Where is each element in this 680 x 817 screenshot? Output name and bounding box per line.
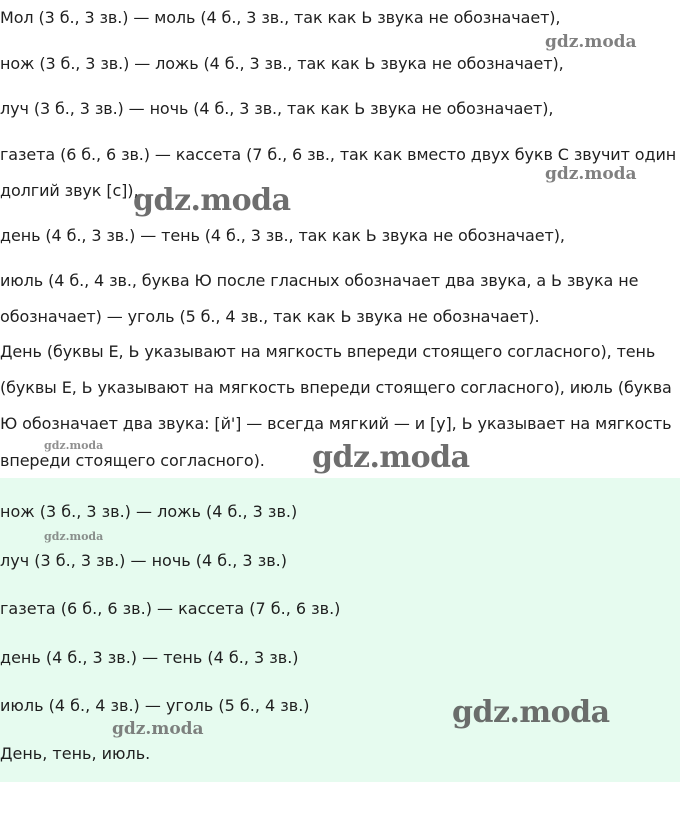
watermark: gdz.moda <box>133 183 291 218</box>
text-line: газета (6 б., 6 зв.) — кассета (7 б., 6 зв., так как вместо двух букв С звучит один <box>0 145 677 164</box>
watermark: gdz.moda <box>545 32 637 52</box>
text-line: долгий звук [с]), <box>0 181 139 200</box>
text-line: нож (3 б., 3 зв.) — ложь (4 б., 3 зв., так как Ь звука не обозначает), <box>0 54 564 73</box>
text-line: день (4 б., 3 зв.) — тень (4 б., 3 зв., так как Ь звука не обозначает), <box>0 226 565 245</box>
text-line: (буквы Е, Ь указывают на мягкость впереди стоящего согласного), июль (буква <box>0 378 672 397</box>
answer-line: газета (6 б., 6 зв.) — кассета (7 б., 6 зв.) <box>0 599 341 618</box>
watermark: gdz.moda <box>44 530 104 543</box>
answer-line: нож (3 б., 3 зв.) — ложь (4 б., 3 зв.) <box>0 502 298 521</box>
watermark: gdz.moda <box>112 719 204 739</box>
watermark: gdz.moda <box>44 439 104 452</box>
text-line: обозначает) — уголь (5 б., 4 зв., так как Ь звука не обозначает). <box>0 307 540 326</box>
answer-block <box>0 478 680 782</box>
answer-line: День, тень, июль. <box>0 744 151 763</box>
text-line: Ю обозначает два звука: [й'] — всегда мягкий — и [у], Ь указывает на мягкость <box>0 414 672 433</box>
watermark: gdz.moda <box>452 695 610 730</box>
watermark: gdz.moda <box>312 440 470 475</box>
answer-line: луч (3 б., 3 зв.) — ночь (4 б., 3 зв.) <box>0 551 287 570</box>
watermark: gdz.moda <box>545 164 637 184</box>
text-line: Мол (3 б., 3 зв.) — моль (4 б., 3 зв., так как Ь звука не обозначает), <box>0 8 561 27</box>
answer-line: июль (4 б., 4 зв.) — уголь (5 б., 4 зв.) <box>0 696 310 715</box>
text-line: луч (3 б., 3 зв.) — ночь (4 б., 3 зв., так как Ь звука не обозначает), <box>0 99 554 118</box>
text-line: День (буквы Е, Ь указывают на мягкость впереди стоящего согласного), тень <box>0 342 656 361</box>
text-line: впереди стоящего согласного). <box>0 451 265 470</box>
text-line: июль (4 б., 4 зв., буква Ю после гласных обозначает два звука, а Ь звука не <box>0 271 639 290</box>
answer-line: день (4 б., 3 зв.) — тень (4 б., 3 зв.) <box>0 648 299 667</box>
